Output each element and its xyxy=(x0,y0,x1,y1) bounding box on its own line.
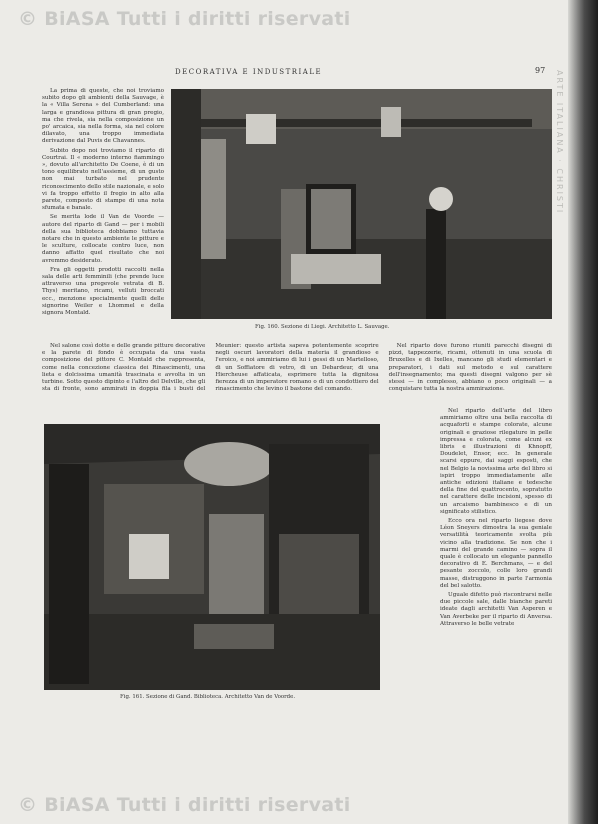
text-column-left xyxy=(42,88,164,319)
paragraph: Fra gli oggetti prodotti raccolti nella sala delle arti femminili (che prende luce attraverso una pregevole vetrata di B. Thys) meritano, ricami, velluti broccati ecc., menzione specialmente quelli delle signorine Weiler e Lhommel e della signora Montald. xyxy=(42,266,164,317)
page-number: 97 xyxy=(535,66,546,75)
text-column-right xyxy=(440,408,552,630)
paragraph: Se merita lode il Van de Voorde — autore del riparto di Gand — per i mobili della sua biblioteca dobbiamo tuttavia notare che in questo ambiente le pitture e le sculture, collocate contro luce, non danno affatto quel risultato che noi avremmo desiderato. xyxy=(42,214,164,264)
paragraph: Nel salone così dotte e delle grande pitture decorative e la parete di fondo è occupata da una vasta composizione del pittore C. Montald che rappresenta, come nella concezione classica dei Rinascimenti, una lieta e dolcissima umanità trascinata e avvolta in un turbine. Sotto questo dipinto e l'altro del Delville, che gli sta di fronte, sono ammirati in doppia fila i busti del Meunier: questo artista sapeva potentemente scoprire negli oscuri lavoratori della materia il grandioso e l'eroico, e noi ammiriamo di lui i gessi di un Martelloso, di un Soffiatore di vetro, di un Debardeur, di una Hiercheuse affaticata, esprimere tutta la dignitosa fierezza di un imperatore romano o di un condottiero del rinascimento che levino il bastone del comando. xyxy=(42,343,379,393)
paragraph: La prima di queste, che noi troviamo subito dopo gli ambienti della Sauvage, è la « Villa Serena » del Cumberland: una larga e grandiosa pittura di gran pregio, ma che rivela, sia nella composizione un po' arcaica, sia nella forma, sia nel colore dilavato, una troppo immediata derivazione dal Puvis de Chavannes. xyxy=(42,88,164,145)
copyright-watermark-bottom: © BiASA Tutti i diritti riservati xyxy=(18,794,351,816)
paragraph: Ecco ora nel riparto liegese dove Léon Sneyers dimostra la sua geniale versatilità teoricamente svolta più vicino alla tradizione. Se non che i marmi del grande camino — sopra il quale è collocato un elegante pannello decorativo di E. Berchmans, — e del pesante zoccolo, colle loro grandi masse, distruggono in parte l'armonia del bel salotto. xyxy=(440,518,552,589)
figure-caption-160: Fig. 160. Sezione di Liegi. Architetto L. Sauvage. xyxy=(255,324,390,330)
paragraph: Uguale difetto può riscontrarsi nelle due piccole sale, dalle bianche pareti ideate dagli architetti Van Asperen e Van Averbeke per il riparto di Anversa. Attraverso le belle vetrate xyxy=(440,592,552,627)
paragraph: Nel riparto dell'arte del libro ammiriamo oltre una bella raccolta di acquaforti e stampe colorate, alcune originali e graziose rilegature in pelle impressa e colorata, come alcuni ex libris e illustrazioni di Khnopff, Doudelet, Ensor, ecc. In generale scarsi eppure, dai saggi esposti, che nel Belgio la novissima arte del libro si ispiri troppo immediatamente alle antiche edizioni italiane e tedesche della fine del quattrocento, sopratutto nel carattere delle incisioni, spesso di un arcaismo bambinesco e di un significato stilistico. xyxy=(440,408,552,515)
photo-liegi-interior xyxy=(171,89,552,319)
side-watermark: ARTE ITALIANA · CHRISTI xyxy=(555,70,564,215)
paragraph: Subito dopo noi troviamo il riparto di Courtrai. Il « moderno interno fiammingo », dovuto all'architetto De Coene, è di un tono equilibrato nell'assieme, di un gusto non mai turbato nel prudente riconoscimento dello stile nazionale, e solo vi fa troppo effetto il fregio in alto alla parete, composto di stampe di una nota sfumata e banale. xyxy=(42,147,164,212)
figure-caption-161: Fig. 161. Sezione di Gand. Biblioteca. Architetto Van de Voorde. xyxy=(120,694,296,700)
copyright-watermark-top: © BiASA Tutti i diritti riservati xyxy=(18,8,351,30)
page-binding-shadow xyxy=(568,0,598,824)
photo-gand-library xyxy=(44,424,380,690)
running-header: DECORATIVA E INDUSTRIALE xyxy=(175,68,323,76)
paragraph: Nel riparto dove furono riuniti parecchi disegni di pizzi, tappezzerie, ricami, ottenuti in una scuola di Bruxelles e di Ixelles, mancano gli studi elementari e preparatori, i dati sul metodo e sul carattere dell'insegnamento; ma questi disegni valgono per sè stessi — in complesso, abbiano o poco originali — a conquistare tutta la nostra ammirazione. xyxy=(388,343,552,393)
text-block-middle xyxy=(42,343,552,395)
